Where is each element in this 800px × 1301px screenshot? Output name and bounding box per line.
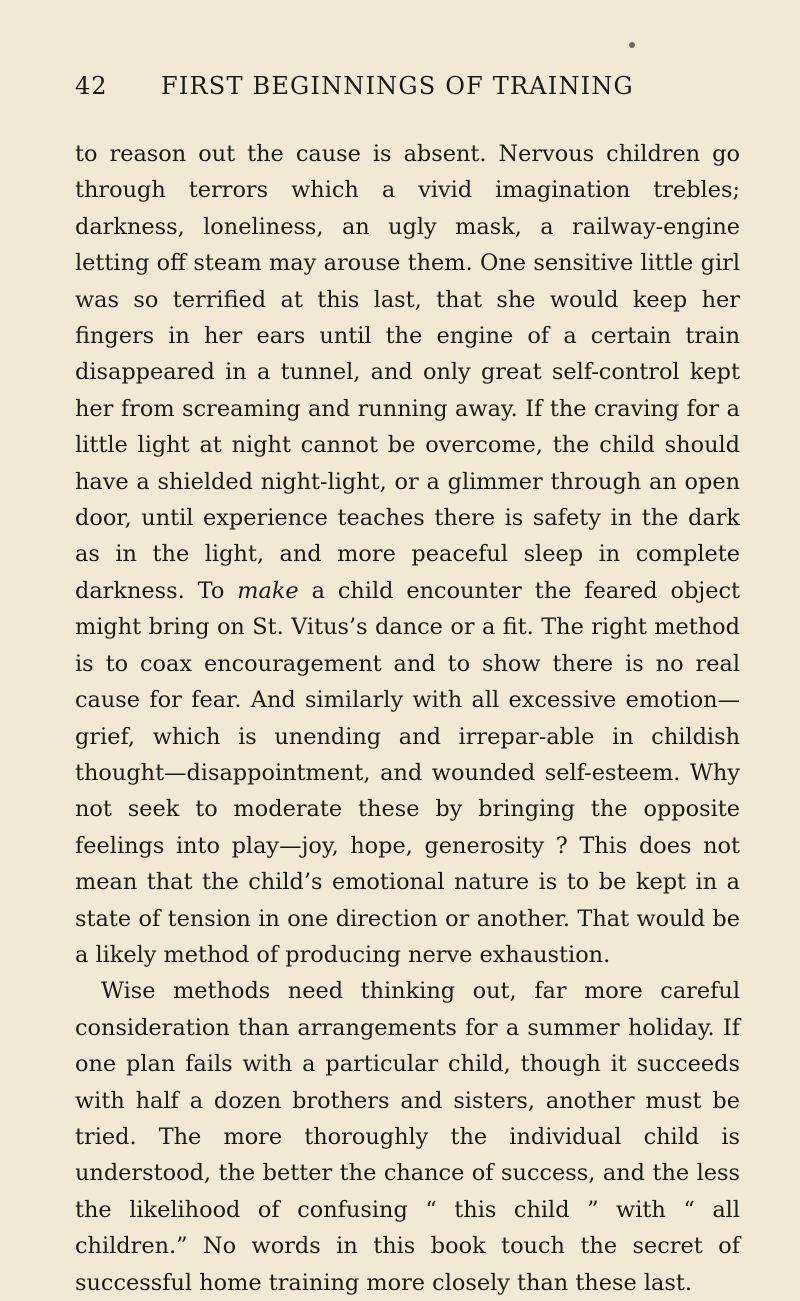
page-header [75, 72, 740, 116]
book-page [75, 72, 740, 1301]
paragraph-1-text-before: to reason out the cause is absent. Nervous children go through terrors which a vivid imagination trebles; darkness, loneliness, an ugly mask, a railway-engine letting off steam may arouse them. One sensitive little girl was so terrified at this last, that she would keep her fingers in her ears until the engine of a certain train disappeared in a tunnel, and only great self-control kept her from screaming and running away. If the craving for a little light at night cannot be overcome, the child should have a shielded night-light, or a glimmer through an open door, until experience teaches there is safety in the dark as in the light, and more peaceful sleep in complete darkness. To [75, 141, 740, 604]
running-head: FIRST BEGINNINGS OF TRAINING [161, 72, 634, 100]
paragraph-2: Wise methods need thinking out, far more careful consideration than arrangements for a summer holiday. If one plan fails with a particular child, though it succeeds with half a dozen brothers and sisters, another must be tried. The more thoroughly the individual child is understood, the better the chance of success, and the less the likelihood of confusing “ this child ” with “ all children.” No words in this book touch the secret of successful home training more closely than these last. [75, 978, 740, 1296]
ink-speck [629, 42, 635, 48]
paragraph-1-text-after: a child encounter the feared object might bring on St. Vitus’s dance or a fit. The right method is to coax encouragement and to show there is no real cause for fear. And similarly with all excessive emotion—grief, which is unending and irrepar-able in childish thought—disappointment, and wounded self-esteem. Why not seek to moderate these by bringing the opposite feelings into play—joy, hope, generosity ? This does not mean that the child’s emotional nature is to be kept in a state of tension in one direction or another. That would be a likely method of producing nerve exhaustion. [75, 577, 741, 968]
paragraph-1 [75, 136, 740, 973]
page-number: 42 [75, 72, 108, 100]
paragraph-1-emphasis: make [237, 577, 299, 604]
body-text [75, 136, 740, 1301]
